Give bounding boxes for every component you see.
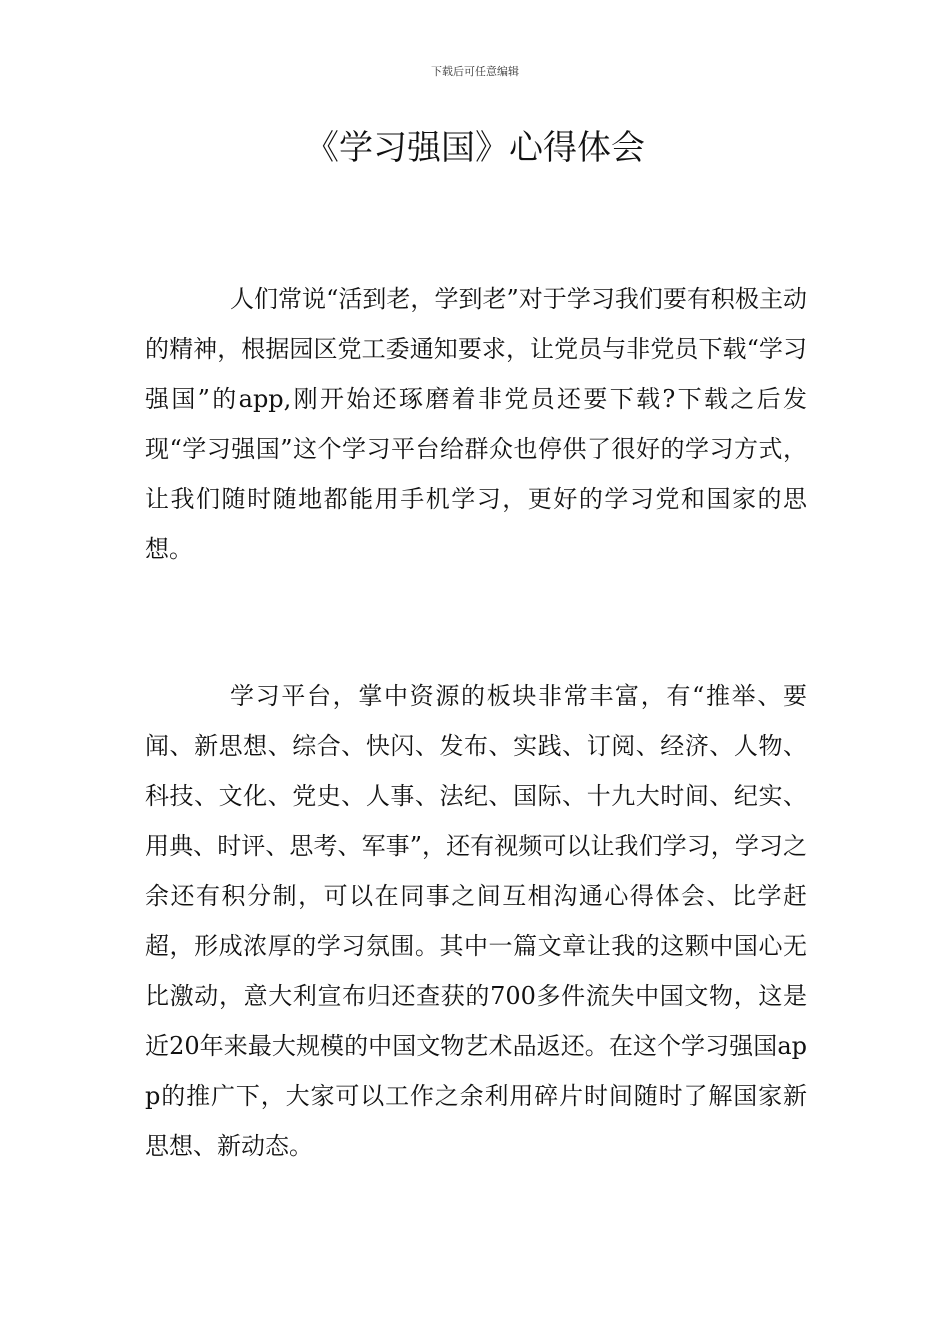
paragraph-1: 人们常说“活到老，学到老”对于学习我们要有积极主动的精神，根据园区党工委通知要求，让党员与非党员下载“学习强国”的app,刚开始还琢磨着非党员还要下载?下载之后发现“学习强国”这个学习平台给群众也停供了很好的学习方式，让我们随时随地都能用手机学习，更好的学习党和国家的思想。 <box>145 285 807 563</box>
document-title: 《学习强国》心得体会 <box>305 128 645 168</box>
paragraph-2: 学习平台，掌中资源的板块非常丰富，有“推举、要闻、新思想、综合、快闪、发布、实践、订阅、经济、人物、科技、文化、党史、人事、法纪、国际、十九大时间、纪实、用典、时评、思考、军事”，还有视频可以让我们学习，学习之余还有积分制，可以在同事之间互相沟通心得体会、比学赶超，形成浓厚的学习氛围。其中一篇文章让我的这颗中国心无比激动，意大利宣布归还查获的700多件流失中国文物，这是近20年来最大规模的中国文物艺术品返还。在这个学习强国app的推广下，大家可以工作之余利用碎片时间随时了解国家新思想、新动态。 <box>145 682 807 1160</box>
header-note: 下载后可任意编辑 <box>431 65 519 78</box>
